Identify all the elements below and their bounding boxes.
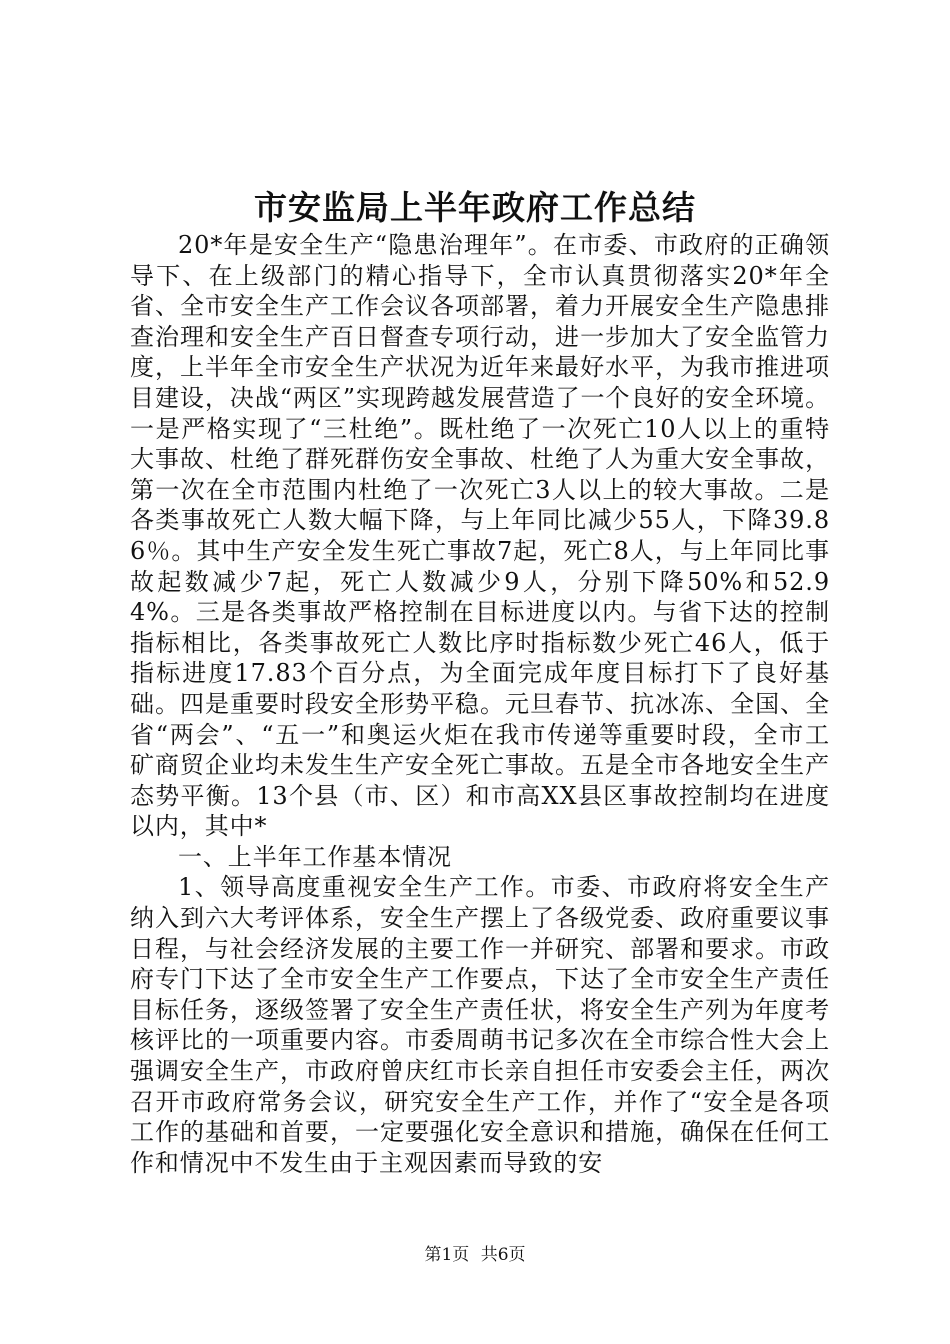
page-total: 共6页 <box>480 1245 526 1265</box>
section-paragraph: 1、领导高度重视安全生产工作。市委、市政府将安全生产纳入到六大考评体系，安全生产摆上了各级党委、政府重要议事日程，与社会经济发展的主要工作一并研究、部署和要求。市政府专门下达了全市安全生产工作要点，下达了全市安全生产责任目标任务，逐级签署了安全生产责任状，将安全生产列为年度考核评比的一项重要内容。市委周萌书记多次在全市综合性大会上强调安全生产，市政府曾庆红市长亲自担任市安委会主任，两次召开市政府常务会议，研究安全生产工作，并作了“安全是各项工作的基础和首要，一定要强化安全意识和措施，确保在任何工作和情况中不发生由于主观因素而导致的安 <box>130 873 830 1177</box>
section-heading: 一、上半年工作基本情况 <box>178 842 452 871</box>
intro-paragraph: 20*年是安全生产“隐患治理年”。在市委、市政府的正确领导下、在上级部门的精心指导下，全市认真贯彻落实20*年全省、全市安全生产工作会议各项部署，着力开展安全生产隐患排查治理和安全生产百日督查专项行动，进一步加大了安全监管力度，上半年全市安全生产状况为近年来最好水平，为我市推进项目建设，决战“两区”实现跨越发展营造了一个良好的安全环境。一是严格实现了“三杜绝”。既杜绝了一次死亡10人以上的重特大事故、杜绝了群死群伤安全事故、杜绝了人为重大安全事故，第一次在全市范围内杜绝了一次死亡3人以上的较大事故。二是各类事故死亡人数大幅下降，与上年同比减少55人，下降39.86％。其中生产安全发生死亡事故7起，死亡8人，与上年同比事故起数减少7起，死亡人数减少9人，分别下降50%和52.94%。三是各类事故严格控制在目标进度以内。与省下达的控制指标相比，各类事故死亡人数比序时指标数少死亡46人，低于指标进度17.83个百分点，为全面完成年度目标打下了良好基础。四是重要时段安全形势平稳。元旦春节、抗冰冻、全国、全省“两会”、“五一”和奥运火炬在我市传递等重要时段，全市工矿商贸企业均未发生生产安全死亡事故。五是全市各地安全生产态势平衡。13个县（市、区）和市高XX县区事故控制均在进度以内，其中* <box>130 231 830 841</box>
document-title: 市安监局上半年政府工作总结 <box>254 188 696 227</box>
document-body <box>130 230 830 1178</box>
page-footer <box>0 1243 950 1267</box>
page-number: 第1页 <box>424 1245 470 1265</box>
